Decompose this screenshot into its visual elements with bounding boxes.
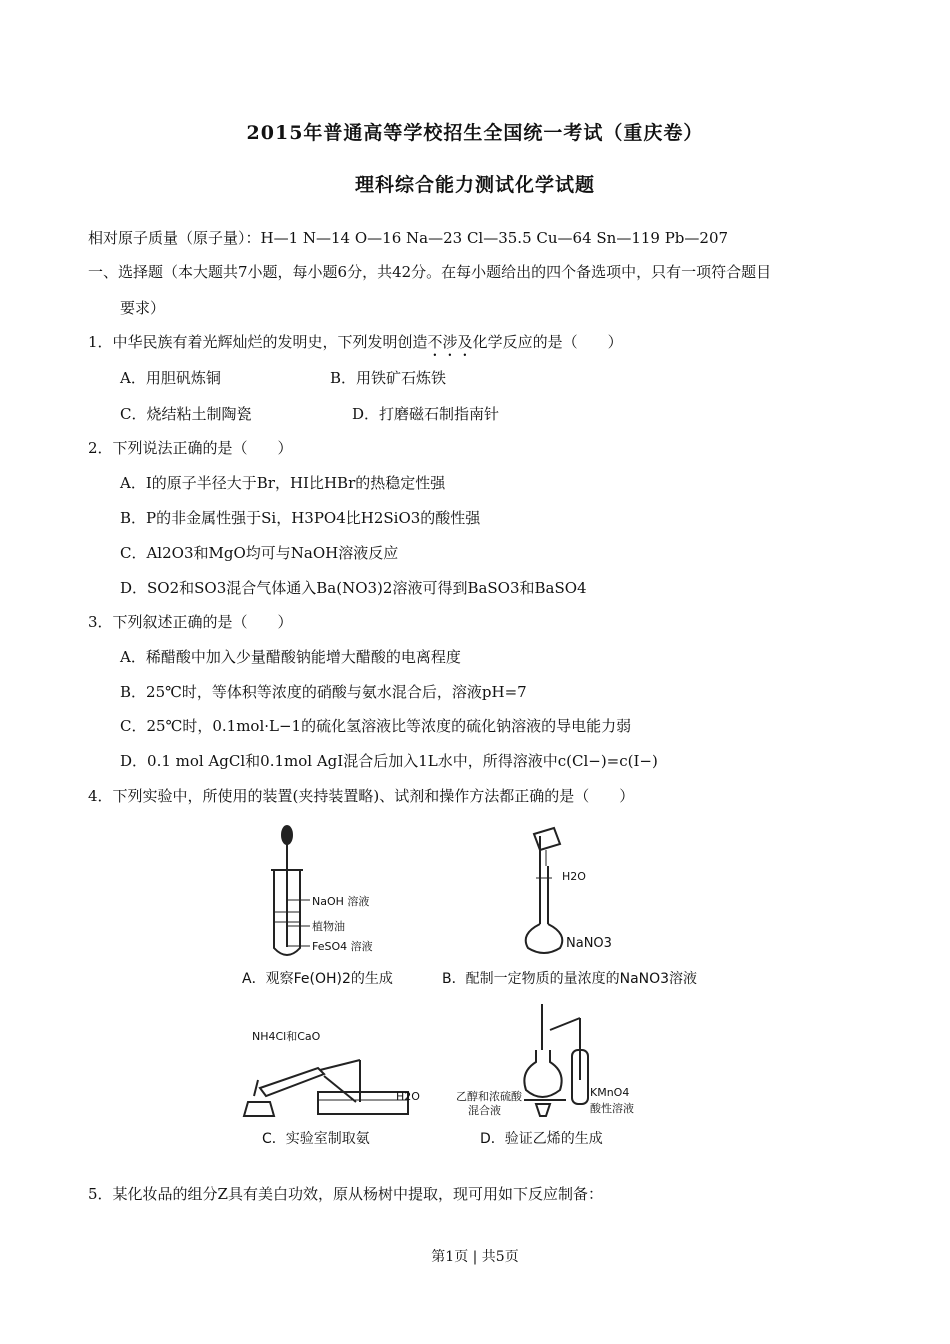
q1-option-a: A．用胆矾炼铜 <box>120 369 221 387</box>
q5-stem: 5．某化妆品的组分Z具有美白功效，原从杨树中提取，现可用如下反应制备： <box>88 1185 603 1203</box>
q3-option-d: D．0.1 mol AgCl和0.1mol AgI混合后加入1L水中，所得溶液中c(Cl−)=c(I−) <box>120 752 658 770</box>
figure-d-label-acidic: 酸性溶液 <box>590 1102 634 1115</box>
q1-option-d: D．打磨磁石制指南针 <box>352 405 500 423</box>
figure-c-apparatus <box>240 1040 420 1120</box>
q1-option-c: C．烧结粘土制陶瓷 <box>120 405 252 423</box>
figure-a-label-feso4: FeSO4 溶液 <box>312 940 373 953</box>
exam-subtitle: 理科综合能力测试化学试题 <box>354 174 595 196</box>
q4-stem: 4．下列实验中，所使用的装置(夹持装置略)、试剂和操作方法都正确的是（ ） <box>88 787 635 805</box>
figure-d-label-mix1: 乙醇和浓硫酸 <box>456 1090 522 1103</box>
q2-option-c: C．Al2O3和MgO均可与NaOH溶液反应 <box>120 544 399 562</box>
q3-stem: 3．下列叙述正确的是（ ） <box>88 613 293 631</box>
q3-option-b: B．25℃时，等体积等浓度的硝酸与氨水混合后，溶液pH=7 <box>120 683 527 701</box>
q2-stem: 2．下列说法正确的是（ ） <box>88 439 293 457</box>
figure-b-label-water: H2O <box>562 870 586 883</box>
figure-a-label-naoh: NaOH 溶液 <box>312 895 370 908</box>
q1-stem-post: 化学反应的是（ ） <box>472 333 623 351</box>
q2-option-b: B．P的非金属性强于Si，H3PO4比H2SiO3的酸性强 <box>120 509 481 527</box>
q2-option-d: D．SO2和SO3混合气体通入Ba(NO3)2溶液可得到BaSO3和BaSO4 <box>120 579 587 597</box>
q3-option-a: A．稀醋酸中加入少量醋酸钠能增大醋酸的电离程度 <box>120 648 461 666</box>
q1-option-b: B．用铁矿石炼铁 <box>330 369 447 387</box>
exam-title: 2015年普通高等学校招生全国统一考试（重庆卷） <box>246 122 704 144</box>
figure-d-label-kmno4: KMnO4 <box>590 1086 630 1099</box>
figure-c-label-water: H2O <box>396 1090 420 1103</box>
figure-a-caption: A．观察Fe(OH)2的生成 <box>242 971 393 987</box>
page-footer: 第1页 | 共5页 <box>431 1249 519 1265</box>
q3-option-c: C．25℃时，0.1mol·L−1的硫化氢溶液比等浓度的硫化钠溶液的导电能力弱 <box>120 717 632 735</box>
atomic-masses: 相对原子质量（原子量）：H—1 N—14 O—16 Na—23 Cl—35.5 Cu—64 Sn—119 Pb—207 <box>88 229 729 247</box>
figure-c-caption: C．实验室制取氨 <box>262 1131 370 1147</box>
figure-b-label-nano3: NaNO3 <box>566 936 612 951</box>
q1-stem-emphasis: 不涉及 <box>427 333 473 351</box>
figure-d-caption: D．验证乙烯的生成 <box>480 1131 603 1147</box>
section-heading-cont: 要求） <box>120 299 166 317</box>
section-heading: 一、选择题（本大题共7小题，每小题6分，共42分。在每小题给出的四个备选项中，只有一项符合题目 <box>88 263 772 281</box>
q1-stem <box>88 332 623 360</box>
q2-option-a: A．I的原子半径大于Br，HI比HBr的热稳定性强 <box>120 474 446 492</box>
figure-b-caption: B．配制一定物质的量浓度的NaNO3溶液 <box>442 971 698 987</box>
q1-stem-pre: 1．中华民族有着光辉灿烂的发明史，下列发明创造 <box>88 333 428 351</box>
figure-c-label-reagent: NH4Cl和CaO <box>252 1030 321 1043</box>
figure-a-label-oil: 植物油 <box>312 920 345 933</box>
figure-d-label-mix2: 混合液 <box>468 1104 501 1117</box>
